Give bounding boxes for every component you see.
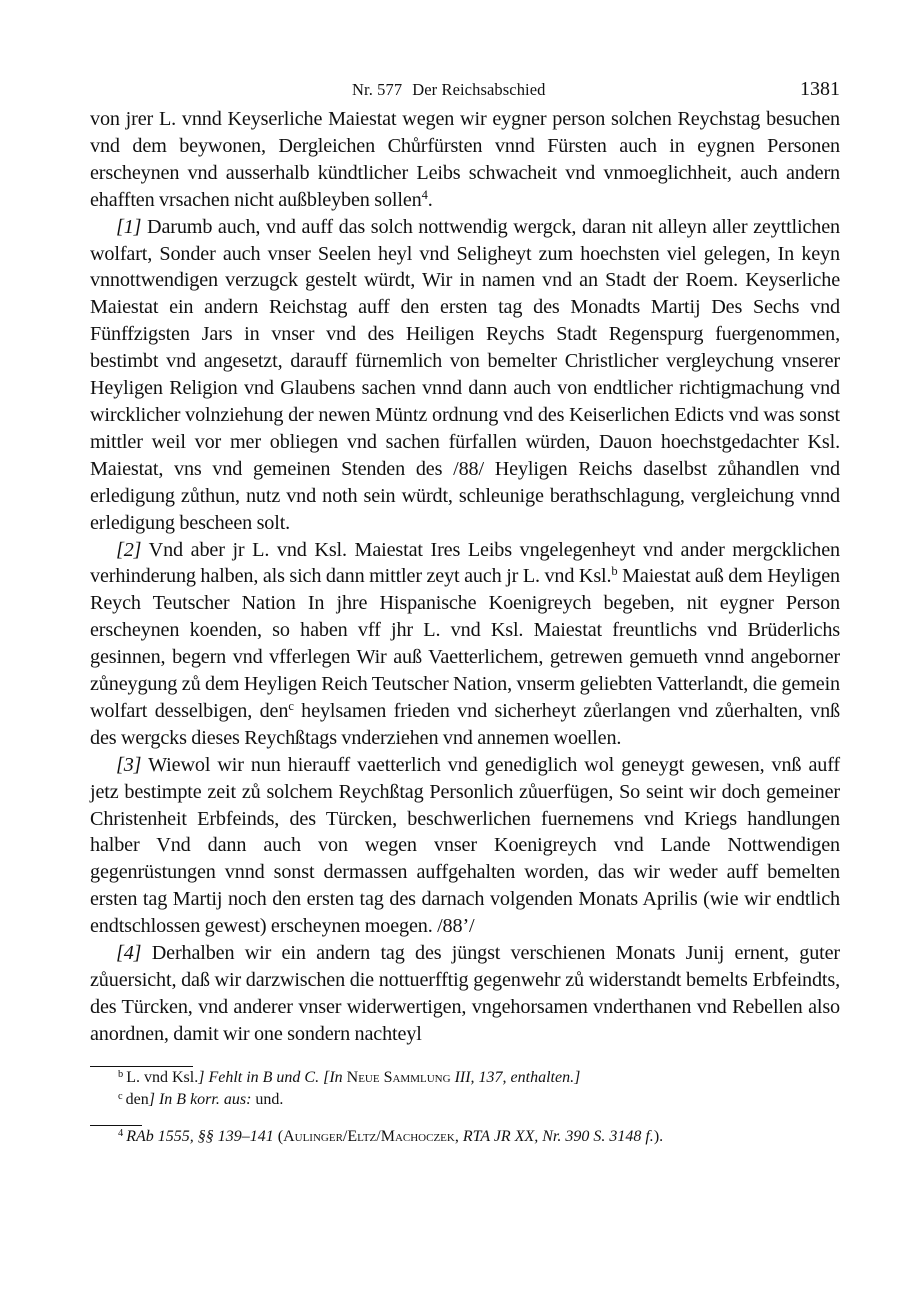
commentary-notes	[90, 1126, 840, 1148]
note-paren-close: ).	[653, 1127, 664, 1145]
textual-notes	[90, 1067, 840, 1111]
note-lemma: L. vnd Ksl.	[126, 1068, 199, 1086]
document-number: Nr. 577	[352, 80, 403, 99]
footnote-ref-4[interactable]: 4	[421, 187, 428, 202]
textual-note-b	[118, 1067, 840, 1089]
note-lemma: den	[125, 1090, 149, 1108]
paragraph-text: heylsamen frieden vnd sicherheyt zůerlangen vnd zůerhalten, vnß des wergcks dieses Reychßtags vnderziehen vnd annemen woellen.	[90, 699, 840, 749]
paragraph-text: Maiestat auß dem Heyligen Reych Teutscher Nation In jhre Hispanische Koenigreych begeben, nit eygner Person erscheynen koenden, so haben vff jhr L. vnd Ksl. Maiestat freuntlichs vnd Brüderlichs gesinnen, begern vnd vfferlegen Wir auß Vaetterlichem, getrewen gemueth vnnd angeborner zůneygung zů dem Heyligen Reich Teutscher Nation, vnserm geliebten Vatterlandt, die gemein wolfart desselbigen, den	[90, 565, 840, 722]
header-title-block	[352, 80, 546, 100]
note-authors: Aulinger/Eltz/Machoczek	[283, 1127, 455, 1145]
section-number: [2]	[116, 538, 142, 561]
note-source-rest: III, 137, enthalten.]	[450, 1068, 581, 1086]
footnote-ref-b[interactable]: b	[611, 564, 618, 579]
paragraph-section-1	[90, 214, 840, 537]
paragraph-end: .	[427, 188, 433, 211]
paragraph-section-3	[90, 752, 840, 940]
note-mark: c	[118, 1090, 123, 1102]
paragraph-text: Wiewol wir nun hierauff vaetterlich vnd genediglich wol geneygt gewesen, vnß auff jetz bestimpte zeit zů solchem Reychßtag Personlich zůuerfügen, So seint wir doch gemeiner Christenheit Erbfeinds, des Türcken, beschwerlichen fuernemens vnd Kriegs handlungen halber Vnd dann auch von wegen vnser Koenigreych vnd Lande Nottwendigen gegenrüstungen vnnd sonst dermassen auffgehalten worden, das wir weder auff bemelten ersten tag Martij noch den ersten tag des darnach volgenden Monats Aprilis (wie wir endtlich endtschlossen gewest) erscheynen moegen. /88’/	[90, 753, 840, 938]
note-mark: b	[118, 1068, 124, 1080]
document-title: Der Reichsabschied	[412, 80, 546, 99]
paragraph-text: Darumb auch, vnd auff das solch nottwendig wergck, daran nit alleyn aller zeyttlichen wolfart, Sonder auch vnser Seelen heyl vnd Seligheyt zum hoechsten viel gelegen, In keyn vnnottwendigen verzugck gestelt würdt, Wir in namen vnd an Stadt der Roem. Keyserliche Maiestat ein andern Reichstag auff den ersten tag des Monadts Martij Des Sechs vnd Fünffzigsten Jars in vnser vnd des Heiligen Reychs Stadt Regenspurg fuergenommen, bestimbt vnd angesetzt, darauff fürnemlich von bemelter Christlicher vergleychung vnserer Heyligen Religion vnd Glaubens sachen vnnd dann auch von endtlicher richtigmachung vnd wircklicher volnziehung der newen Müntz ordnung vnd des Keiserlichen Edicts vnd was sonst mittler weil vor mer obliegen vnd sachen fürfallen würden, Dauon hoechstgedachter Ksl. Maiestat, vns vnd gemeinen Stenden des /88/ Heyligen Reichs daselbst zůhandlen vnd erledigung zůthun, nutz vnd noth sein würdt, schleunige berathschlagung, vergleichung vnnd erledigung bescheen solt.	[90, 215, 840, 534]
page-number: 1381	[800, 78, 840, 100]
note-separator: ,	[454, 1127, 463, 1145]
note-mark: 4	[118, 1127, 124, 1139]
document-page	[90, 78, 840, 1148]
note-reading: und.	[251, 1090, 284, 1108]
paragraph-section-2	[90, 537, 840, 752]
note-paren-open: (	[273, 1127, 284, 1145]
paragraph-section-4	[90, 940, 840, 1048]
paragraph-text: Derhalben wir ein andern tag des jüngst verschienen Monats Junij ernent, guter zůuersicht, daß wir darzwischen die nottuerfftig gegenwehr zů widerstandt bemelts Erbfeindts, des Türcken, vnd anderer vnser widerwertigen, vngehorsamen vnderthanen vnd Rebellen also anordnen, damit wir one sondern nachteyl	[90, 942, 841, 1045]
section-number: [1]	[116, 215, 142, 238]
note-source: Neue Sammlung	[346, 1068, 451, 1086]
paragraph-text: Vnd aber jr L. vnd Ksl. Maiestat Ires Leibs vngelegenheyt vnd ander mergcklichen verhinderung halben, als sich dann mittler zeyt auch jr L. vnd Ksl.	[90, 538, 840, 588]
paragraph-text: von jrer L. vnnd Keyserliche Maiestat wegen wir eygner person solchen Reychstag besuchen vnd dem beywonen, Dergleichen Chůrfürsten vnnd Fürsten auch in eygnen Personen erscheynen vnd ausserhalb kündtlicher Leibs schwacheit vnd vnmoeglichheit, auch andern ehafften vrsachen nicht außbleyben sollen	[90, 108, 840, 211]
note-comment: In B korr. aus:	[154, 1090, 252, 1108]
note-bracket: ]	[198, 1068, 205, 1086]
note-comment: Fehlt in B und C. [In	[204, 1068, 347, 1086]
note-reference: RAb 1555, §§ 139–141	[126, 1127, 274, 1145]
commentary-note-4	[118, 1126, 840, 1148]
note-bracket: ]	[148, 1090, 155, 1108]
footnote-ref-c[interactable]: c	[288, 699, 294, 714]
section-number: [3]	[116, 753, 142, 776]
main-text	[90, 106, 840, 1048]
note-work: RTA JR XX, Nr. 390 S. 3148 f.	[462, 1127, 654, 1145]
section-number: [4]	[116, 942, 142, 965]
paragraph-continuation	[90, 106, 840, 214]
textual-note-c	[118, 1089, 840, 1111]
running-header	[90, 78, 840, 106]
